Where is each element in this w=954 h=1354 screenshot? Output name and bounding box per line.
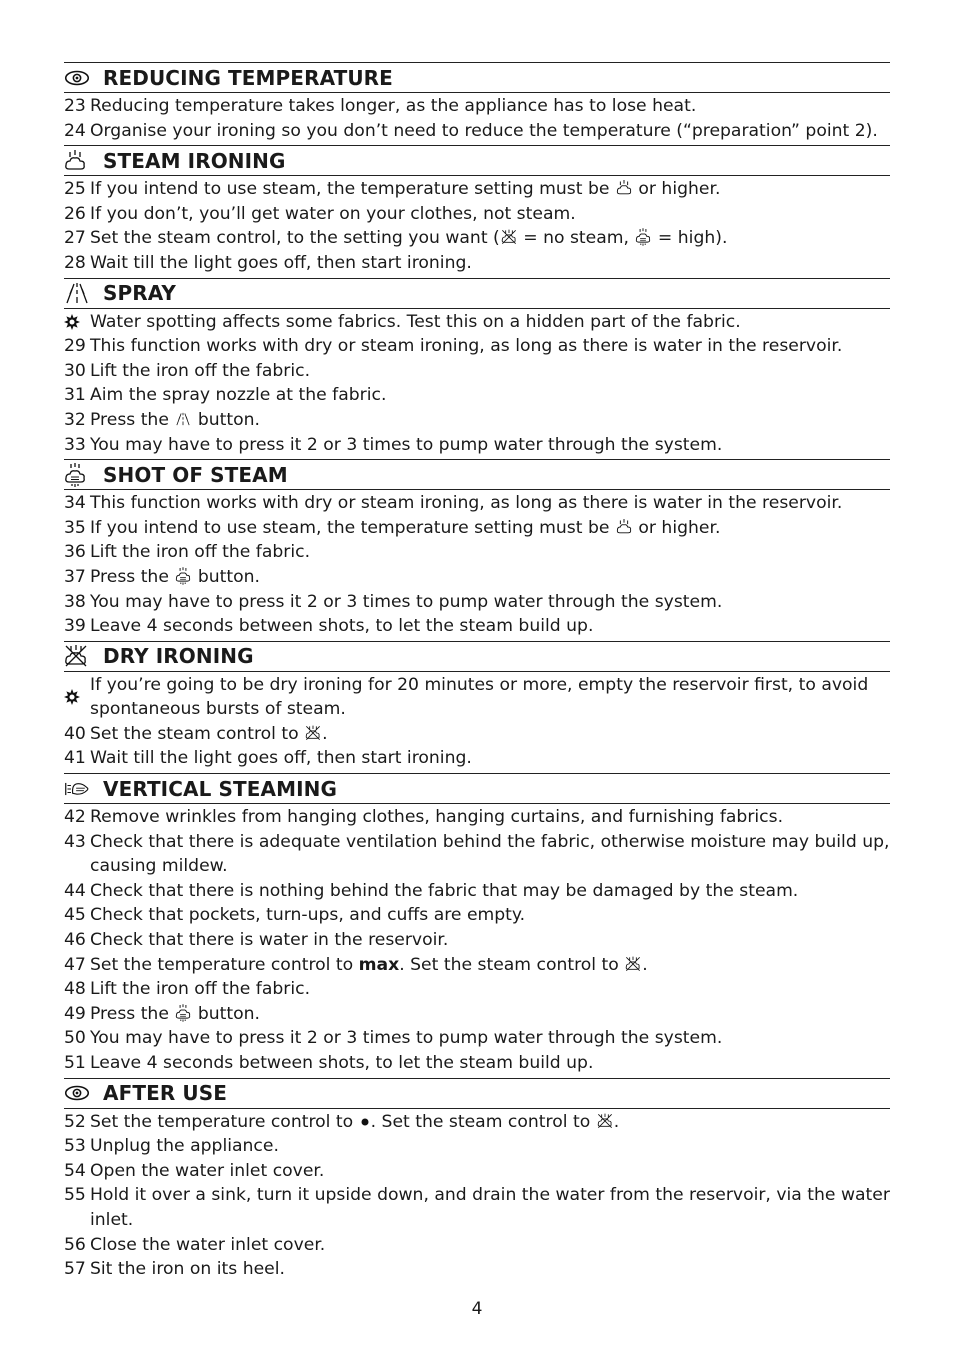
warning-icon (64, 673, 90, 722)
list-item: 30 Lift the iron off the fabric. (64, 360, 311, 381)
section-title: DRY IRONING (103, 644, 254, 669)
section-title: AFTER USE (103, 1081, 228, 1106)
list-item: 52 Set the temperature control to . Set the steam control to . (64, 1111, 620, 1132)
list-item: 38 You may have to press it 2 or 3 times to pump water through the system. (64, 591, 723, 612)
steam-cloud-icon (64, 150, 90, 172)
no-steam-icon (597, 1112, 613, 1130)
document-page (64, 60, 890, 1282)
list-item: 44 Check that there is nothing behind the fabric that may be damaged by the steam. (64, 880, 799, 901)
list-item: 33 You may have to press it 2 or 3 times to pump water through the system. (64, 434, 723, 455)
list-item: 32 Press the button. (64, 409, 260, 430)
dot-icon (360, 1112, 370, 1130)
section-title: VERTICAL STEAMING (103, 776, 337, 801)
shot-of-steam-icon (64, 464, 90, 486)
eye-icon (64, 1082, 90, 1104)
section-title: REDUCING TEMPERATURE (103, 65, 393, 90)
list-item: 23 Reducing temperature takes longer, as the appliance has to lose heat. (64, 96, 697, 116)
section-header-shot-of-steam (64, 459, 890, 490)
section-header-steam-ironing (64, 145, 890, 176)
list-item: 48 Lift the iron off the fabric. (64, 979, 311, 1000)
list-item: 25 If you intend to use steam, the temperature setting must be or higher. (64, 179, 721, 200)
list-item: 36 Lift the iron off the fabric. (64, 542, 311, 563)
list-item: 45 Check that pockets, turn-ups, and cuffs are empty. (64, 905, 526, 926)
list-item: 34 This function works with dry or steam ironing, as long as there is water in the reservoir. (64, 493, 843, 514)
list-item: 57 Sit the iron on its heel. (64, 1259, 285, 1280)
list-item: 46 Check that there is water in the reservoir. (64, 930, 449, 951)
shot-of-steam-icon (175, 567, 191, 585)
list-item: 42 Remove wrinkles from hanging clothes, hanging curtains, and furnishing fabrics. (64, 807, 784, 828)
list-item: 26 If you don’t, you’ll get water on your clothes, not steam. (64, 203, 576, 224)
list-item: 27 Set the steam control, to the setting you want ( = no steam, = high). (64, 228, 728, 249)
list-item: 54 Open the water inlet cover. (64, 1160, 325, 1181)
shot-of-steam-icon (635, 228, 651, 246)
spray-icon (175, 410, 191, 428)
steam-cloud-icon (616, 179, 632, 197)
list-item: 43 Check that there is adequate ventilation behind the fabric, otherwise moisture may build up, causing mildew. (64, 831, 890, 877)
list-item: 37 Press the button. (64, 566, 260, 587)
list-item: 28 Wait till the light goes off, then start ironing. (64, 252, 472, 273)
section-header-spray (64, 278, 890, 309)
steam-cloud-icon (616, 518, 632, 536)
list-item: 56 Close the water inlet cover. (64, 1234, 326, 1255)
section-header-dry-ironing (64, 641, 890, 672)
list-item: 39 Leave 4 seconds between shots, to let the steam build up. (64, 616, 594, 637)
warning-icon (64, 310, 90, 335)
list-item: 29 This function works with dry or steam ironing, as long as there is water in the reservoir. (64, 336, 843, 357)
list-item: 50 You may have to press it 2 or 3 times to pump water through the system. (64, 1028, 723, 1049)
list-item: 53 Unplug the appliance. (64, 1136, 279, 1157)
list-item: 49 Press the button. (64, 1003, 260, 1024)
no-steam-icon (625, 955, 641, 973)
eye-icon (64, 67, 90, 89)
no-steam-icon (64, 645, 90, 667)
list-item: 24 Organise your ironing so you don’t need to reduce the temperature (“preparation” point 2). (64, 120, 878, 141)
list-item: Water spotting affects some fabrics. Test this on a hidden part of the fabric. (64, 310, 890, 335)
section-title: SPRAY (103, 281, 177, 306)
list-item: 40 Set the steam control to . (64, 723, 328, 744)
page-number: 4 (471, 1299, 483, 1319)
list-item: If you’re going to be dry ironing for 20 minutes or more, empty the reservoir first, to avoid spontaneous bursts of steam. (64, 673, 890, 722)
section-header-after-use (64, 1078, 890, 1109)
section-title: STEAM IRONING (103, 148, 286, 173)
section-header-reducing-temperature (64, 62, 890, 93)
list-item: 47 Set the temperature control to max. Set the steam control to . (64, 954, 648, 975)
list-item: 31 Aim the spray nozzle at the fabric. (64, 385, 387, 406)
list-item: 41 Wait till the light goes off, then start ironing. (64, 748, 472, 769)
no-steam-icon (305, 724, 321, 742)
section-header-vertical-steaming (64, 773, 890, 804)
list-item: 35 If you intend to use steam, the temperature setting must be or higher. (64, 517, 721, 538)
section-title: SHOT OF STEAM (103, 462, 288, 487)
list-item: 51 Leave 4 seconds between shots, to let the steam build up. (64, 1053, 594, 1073)
no-steam-icon (501, 228, 517, 246)
vertical-steam-icon (64, 778, 90, 800)
shot-of-steam-icon (175, 1004, 191, 1022)
list-item: 55 Hold it over a sink, turn it upside down, and drain the water from the reservoir, via the water inlet. (64, 1185, 890, 1230)
spray-icon (64, 282, 90, 304)
